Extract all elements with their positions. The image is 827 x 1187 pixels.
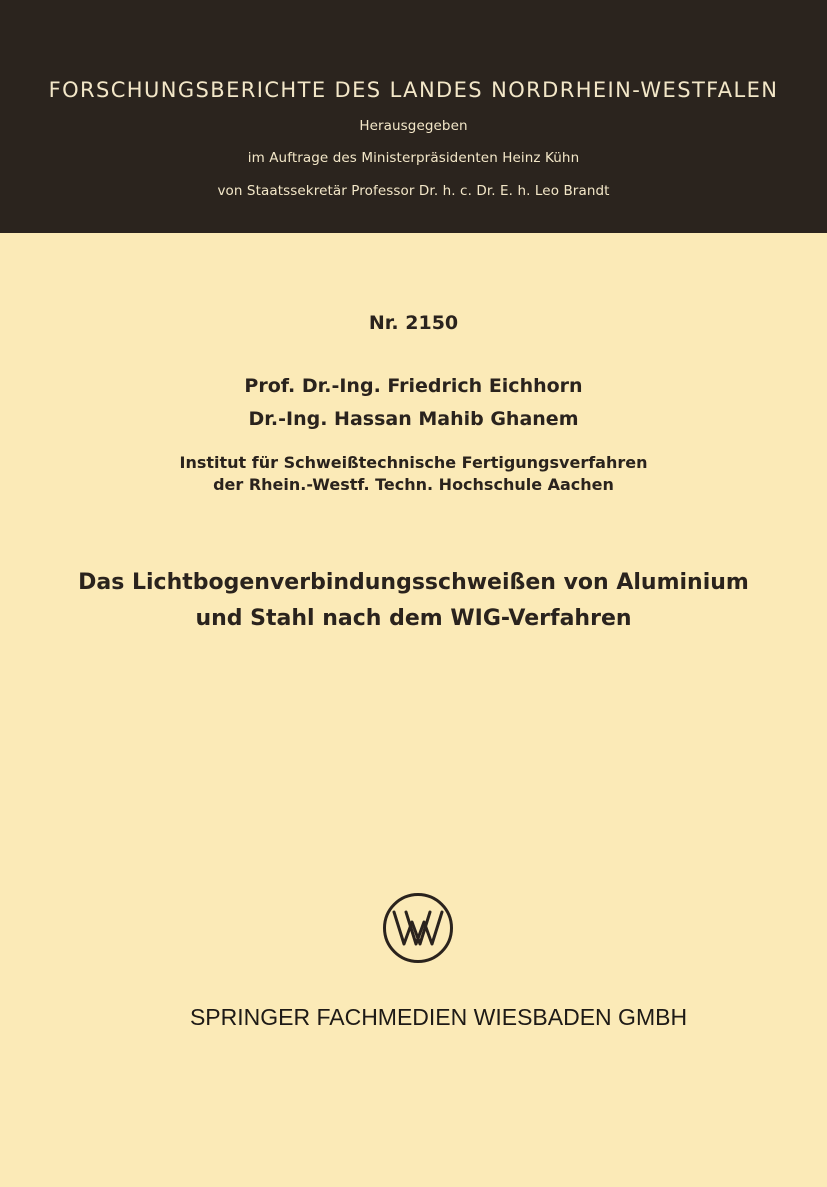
title-line-2: und Stahl nach dem WIG-Verfahren <box>195 606 632 631</box>
title-line-1: Das Lichtbogenverbindungsschweißen von Aluminium <box>78 570 749 595</box>
header-band <box>0 0 827 233</box>
institute-line-1: Institut für Schweißtechnische Fertigungsverfahren <box>179 453 648 472</box>
editor-line-1: Herausgegeben <box>359 118 468 134</box>
report-number: Nr. 2150 <box>368 312 459 334</box>
publisher-logo-icon <box>382 892 454 964</box>
publisher-name: SPRINGER FACHMEDIEN WIESBADEN GMBH <box>189 1004 688 1030</box>
series-title: FORSCHUNGSBERICHTE DES LANDES NORDRHEIN-WESTFALEN <box>48 78 779 102</box>
author-2: Dr.-Ing. Hassan Mahib Ghanem <box>248 408 579 430</box>
editor-line-3: von Staatssekretär Professor Dr. h. c. Dr. E. h. Leo Brandt <box>217 183 610 199</box>
institute-line-2: der Rhein.-Westf. Techn. Hochschule Aachen <box>213 475 614 494</box>
editor-line-2: im Auftrage des Ministerpräsidenten Heinz Kühn <box>247 150 580 166</box>
author-1: Prof. Dr.-Ing. Friedrich Eichhorn <box>244 375 583 397</box>
